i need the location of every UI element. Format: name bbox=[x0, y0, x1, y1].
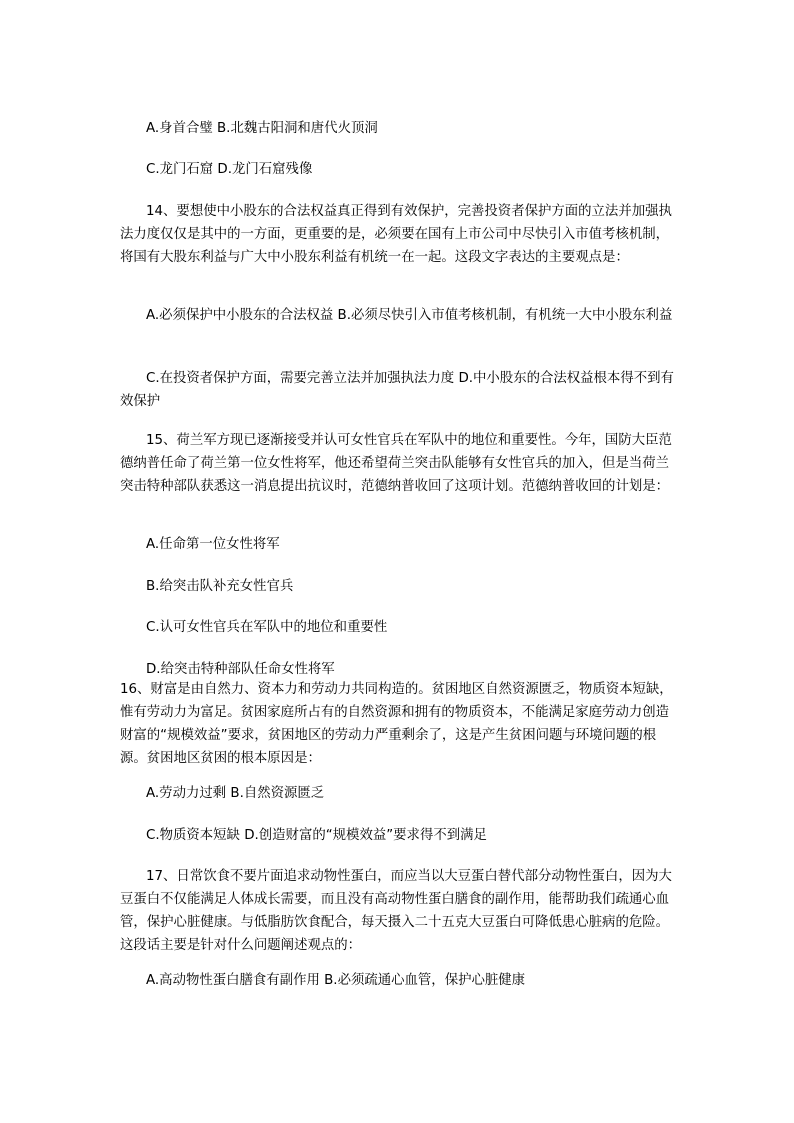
q15-option-a: A.任命第一位女性将军 bbox=[146, 537, 280, 552]
q13-options-cd: C.龙门石窟 D.龙门石窟残像 bbox=[146, 162, 313, 177]
q17-stem: 17、日常饮食不要片面追求动物性蛋白，而应当以大豆蛋白替代部分动物性蛋白，因为大豆蛋白不仅能满足人体成长需要，而且没有高动物性蛋白膳食的副作用，能帮助我们疏通心血管，保护心脏健康。与低脂肪饮食配合，每天摄入二十五克大豆蛋白可降低患心脏病的危险。这段话主要是针对什么问题阐述观点的： bbox=[120, 869, 672, 953]
q16-stem: 16、财富是由自然力、资本力和劳动力共同构造的。贫困地区自然资源匮乏，物质资本短缺，惟有劳动力为富足。贫困家庭所占有的自然资源和拥有的物质资本，不能满足家庭劳动力创造财富的“规模效益”要求，贫困地区的劳动力严重剩余了，这是产生贫困问题与环境问题的根源。贫困地区贫困的根本原因是： bbox=[120, 682, 673, 766]
q14-stem: 14、要想使中小股东的合法权益真正得到有效保护，完善投资者保护方面的立法并加强执法力度仅仅是其中的一方面，更重要的是，必须要在国有上市公司中尽快引入市值考核机制，将国有大股东利益与广大中小股东利益有机统一在一起。这段文字表达的主要观点是： bbox=[120, 204, 672, 265]
q13-options-ab: A.身首合璧 B.北魏古阳洞和唐代火顶洞 bbox=[146, 121, 378, 136]
q14-options-ab: A.必须保护中小股东的合法权益 B.必须尽快引入市值考核机制，有机统一大中小股东利益 bbox=[146, 308, 673, 323]
q15-option-d: D.给突击特种部队任命女性将军 bbox=[146, 662, 335, 677]
q14-options-cd: C.在投资者保护方面，需要完善立法并加强执法力度 D.中小股东的合法权益根本得不到有效保护 bbox=[120, 371, 674, 409]
q15-stem: 15、荷兰军方现已逐渐接受并认可女性官兵在军队中的地位和重要性。今年，国防大臣范德纳普任命了荷兰第一位女性将军，他还希望荷兰突击队能够有女性官兵的加入，但是当荷兰突击特种部队获悉这一消息提出抗议时，范德纳普收回了这项计划。范德纳普收回的计划是： bbox=[120, 433, 672, 494]
q15-option-b: B.给突击队补充女性官兵 bbox=[146, 579, 294, 594]
q15-option-c: C.认可女性官兵在军队中的地位和重要性 bbox=[146, 620, 388, 635]
q17-options-ab: A.高动物性蛋白膳食有副作用 B.必须疏通心血管，保护心脏健康 bbox=[146, 973, 526, 988]
q16-options-cd: C.物质资本短缺 D.创造财富的“规模效益”要求得不到满足 bbox=[146, 828, 487, 843]
q16-options-ab: A.劳动力过剩 B.自然资源匮乏 bbox=[146, 786, 325, 801]
